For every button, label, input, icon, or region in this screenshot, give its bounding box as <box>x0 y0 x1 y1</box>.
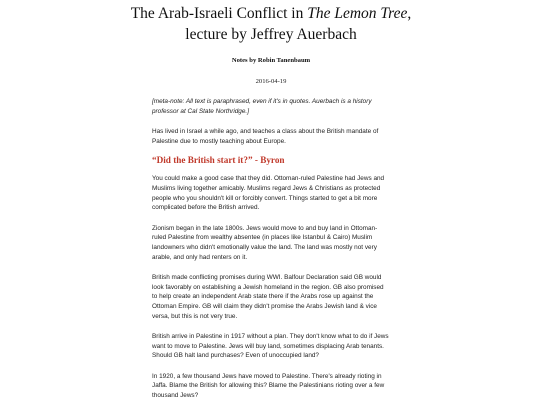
byline: Notes by Robin Tanenbaum <box>231 57 311 64</box>
body-paragraph: You could make a good case that they did. Ottoman-ruled Palestine had Jews and Muslims living together amicably. Muslims regard Jews & Christians as protected people who you shouldn't kill or forcibly convert. Things started to get a bit more complicated before the British arrived. <box>152 175 385 212</box>
section-heading: “Did the British start it?” - Byron <box>152 155 285 166</box>
body-paragraph: British arrive in Palestine in 1917 without a plan. They don't know what to do if Jews want to move to Palestine. Jews will buy land, sometimes displacing Arab tenants. Should GB halt land purchases? Even of unoccupied land? <box>152 333 389 360</box>
title-part-1: The Arab-Israeli Conflict in <box>130 5 308 22</box>
body-paragraph: Zionism began in the late 1800s. Jews would move to and buy land in Ottoman-ruled Palestine from wealthy absentee (in places like Istanbul & Cairo) Muslim landowners who didn't emotionally value the land. The land was mostly not very arable, and only had renters on it. <box>152 224 378 261</box>
body-paragraph: British made conflicting promises during WWI. Balfour Declaration said GB would look favorably on establishing a Jewish homeland in the region. GB also promised to help create an independent Arab state there if the Arabs rose up against the Ottoman Empire. GB will claim they didn't promise the Arabs Jewish land & vice versa, but this is not very true. <box>152 274 384 320</box>
title-part-2: , lecture by Jeffrey Auerbach <box>185 5 412 43</box>
publish-date: 2016-04-19 <box>255 78 287 85</box>
title-book-name: The Lemon Tree <box>307 5 408 22</box>
document-title <box>112 3 430 45</box>
intro-paragraph: Has lived in Israel a while ago, and teaches a class about the British mandate of Palestine due to mostly teaching about Europe. <box>152 128 379 145</box>
meta-note: [meta-note: All text is paraphrased, even if it's in quotes. Auerbach is a history professor at Cal State Northridge.] <box>152 98 372 115</box>
document-body <box>130 0 412 401</box>
body-paragraph: In 1920, a few thousand Jews have moved to Palestine. There's already rioting in Jaffa. Blame the British for allowing this? Blame the Palestinians rioting over a few thousand Jews? <box>152 372 385 400</box>
